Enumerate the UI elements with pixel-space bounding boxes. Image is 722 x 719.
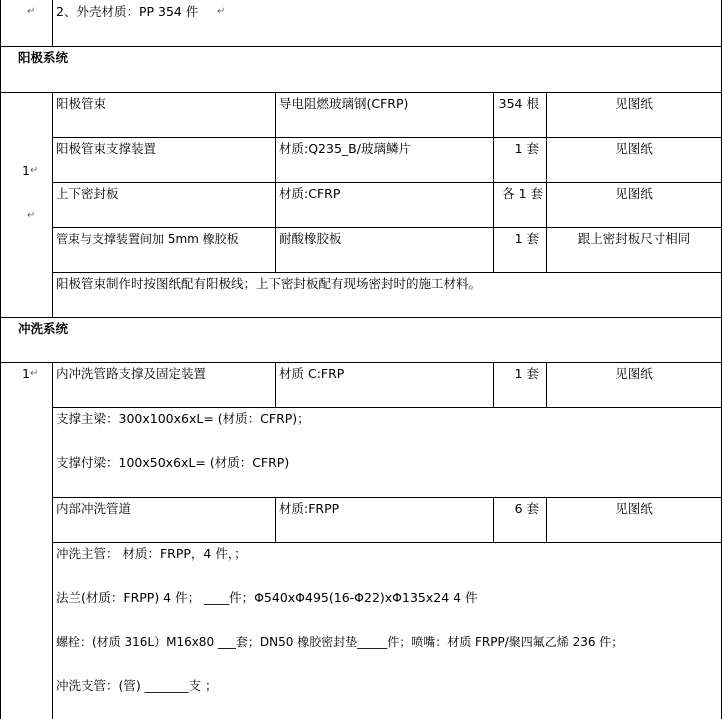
col-divider: [546, 362, 547, 407]
item-spec: 材质:FRPP: [279, 501, 340, 516]
item-spec: 材质:Q235_B/玻璃鳞片: [279, 141, 411, 156]
sub-beam-text: 支撑付梁：100x50x6xL= (材质：CFRP): [56, 455, 290, 470]
item-note: 见图纸: [615, 141, 653, 156]
flush-section-title: 冲洗系统: [18, 321, 69, 336]
row-divider: [52, 182, 722, 183]
col-divider: [493, 497, 494, 542]
col-divider: [275, 362, 276, 407]
item-note: 见图纸: [615, 366, 653, 381]
col-divider: [546, 497, 547, 542]
housing-material-text: 2、外壳材质：PP 354 件: [56, 4, 199, 19]
main-pipe-text: 冲洗主管： 材质：FRPP，4 件，；: [56, 546, 247, 561]
item-qty: 1 套: [514, 231, 539, 246]
row-divider: [0, 317, 722, 318]
col-divider: [275, 497, 276, 542]
item-qty: 354 根: [498, 96, 539, 111]
row-divider: [0, 46, 722, 47]
item-note: 跟上密封板尺寸相同: [577, 231, 691, 246]
flange-text: 法兰(材质：FRPP) 4 件； ____件；Φ540xΦ495(16-Φ22)xΦ135x24 4 件: [56, 590, 478, 605]
item-note: 见图纸: [615, 501, 653, 516]
flush-row-number: 1: [22, 366, 30, 381]
row-divider: [52, 407, 722, 408]
item-spec: 材质:CFRP: [279, 186, 341, 201]
item-name: 阳极管束支撑装置: [56, 141, 157, 156]
paragraph-mark: ↵: [217, 6, 226, 17]
col-divider: [52, 92, 53, 317]
anode-footnote: 阳极管束制作时按图纸配有阳极线；上下密封板配有现场密封时的施工材料。: [56, 276, 482, 291]
item-spec: 导电阻燃玻璃钢(CFRP): [279, 96, 409, 111]
row-divider: [52, 227, 722, 228]
main-beam-text: 支撑主梁：300x100x6xL= (材质：CFRP)；: [56, 411, 310, 426]
paragraph-mark: ↵: [30, 165, 39, 176]
item-name: 内部冲洗管道: [56, 501, 132, 516]
anode-row-number: 1: [22, 163, 30, 178]
col-divider: [493, 92, 494, 272]
anode-section-title: 阳极系统: [18, 50, 69, 65]
item-qty: 1 套: [514, 141, 539, 156]
col-divider: [275, 92, 276, 272]
item-name: 管束与支撑装置间加 5mm 橡胶板: [56, 232, 239, 246]
item-note: 见图纸: [615, 186, 653, 201]
item-qty: 1 套: [514, 366, 539, 381]
paragraph-mark: ↵: [30, 368, 39, 379]
item-note: 见图纸: [615, 96, 653, 111]
row-divider: [0, 362, 722, 363]
row-divider: [0, 92, 722, 93]
row-divider: [52, 542, 722, 543]
col-divider: [52, 362, 53, 719]
col-divider: [52, 0, 53, 46]
left-border: [0, 0, 1, 719]
paragraph-mark: ↵: [27, 6, 36, 17]
item-qty: 各 1 套: [502, 186, 543, 201]
bolt-text: 螺栓：(材质 316L）M16x80 ___套；DN50 橡胶密封垫_____件；喷嘴：材质 FRPP/聚四氟乙烯 236 件；: [56, 635, 624, 649]
item-name: 上下密封板: [56, 186, 119, 201]
item-spec: 耐酸橡胶板: [279, 231, 342, 246]
branch-pipe-text: 冲洗支管：(管) _______支 ；: [56, 678, 218, 693]
row-divider: [52, 137, 722, 138]
item-spec: 材质 C:FRP: [279, 366, 345, 381]
col-divider: [546, 92, 547, 272]
row-divider: [52, 272, 722, 273]
row-divider: [52, 497, 722, 498]
paragraph-mark: ↵: [27, 210, 36, 221]
item-qty: 6 套: [514, 501, 539, 516]
col-divider: [493, 362, 494, 407]
item-name: 内冲洗管路支撑及固定装置: [56, 366, 207, 381]
item-name: 阳极管束: [56, 96, 107, 111]
